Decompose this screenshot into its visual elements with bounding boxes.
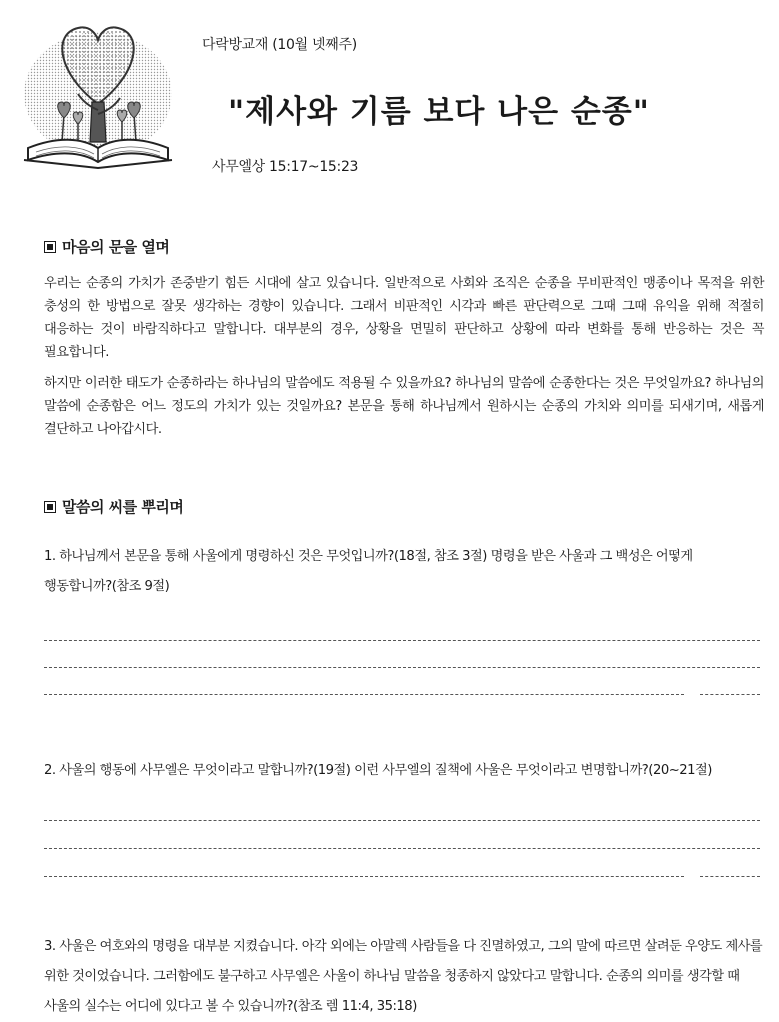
section-heading-opening: 마음의 문을 열며 bbox=[44, 236, 169, 257]
answer-line[interactable] bbox=[44, 820, 760, 821]
filled-square-icon bbox=[44, 501, 56, 513]
opening-paragraph-2: 하지만 이러한 태도가 순종하라는 하나님의 말씀에도 적용될 수 있을까요? 하나님의 말씀에 순종한다는 것은 무엇일까요? 하나님의 말씀에 순종함은 어느 정도의 가치가 있는 것일까요? 본문을 통해 하나님께서 원하시는 순종의 가치와 의미를 되새기며, 새롭게 결단하고 나아갑시다. bbox=[44, 376, 764, 437]
answer-line[interactable] bbox=[44, 667, 760, 668]
question-1: 1. 하나님께서 본문을 통해 사울에게 명령하신 것은 무엇입니까?(18절, 참조 3절) 명령을 받은 사울과 그 백성은 어떻게 행동합니까?(참조 9절) bbox=[44, 549, 693, 594]
scripture-reference: 사무엘상 15:17~15:23 bbox=[212, 159, 359, 175]
answer-line[interactable] bbox=[44, 848, 760, 849]
question-3: 3. 사울은 여호와의 명령을 대부분 지켰습니다. 아각 외에는 아말렉 사람들을 다 진멸하였고, 그의 말에 따르면 살려둔 우양도 제사를 위한 것이었습니다. 그러함에도 불구하고 사무엘은 사울이 하나님 말씀을 청종하지 않았다고 말합니다. 순종의 의미를 생각할 때 사울의 실수는 어디에 있다고 볼 수 있습니까?(참조 렘 11:4, 35:18) bbox=[44, 939, 763, 1014]
section-heading-word: 말씀의 씨를 뿌리며 bbox=[44, 496, 183, 517]
question-2: 2. 사울의 행동에 사무엘은 무엇이라고 말합니까?(19절) 이런 사무엘의 질책에 사울은 무엇이라고 변명합니까?(20~21절) bbox=[44, 763, 712, 778]
answer-line[interactable] bbox=[44, 876, 684, 877]
answer-line[interactable] bbox=[700, 876, 760, 877]
edition-label: 다락방교재 (10월 넷째주) bbox=[202, 37, 357, 53]
answer-line[interactable] bbox=[700, 694, 760, 695]
heart-tree-book-logo bbox=[18, 14, 178, 174]
filled-square-icon bbox=[44, 241, 56, 253]
answer-line[interactable] bbox=[44, 640, 760, 641]
answer-line[interactable] bbox=[44, 694, 684, 695]
opening-paragraph-1: 우리는 순종의 가치가 존중받기 힘든 시대에 살고 있습니다. 일반적으로 사회와 조직은 순종을 무비판적인 맹종이나 목적을 위한 충성의 한 방법으로 잘못 생각하는 경향이 있습니다. 그래서 비판적인 시각과 빠른 판단력으로 그때 그때 유익을 위해 적절히 대응하는 것이 바람직하다고 말합니다. 대부분의 경우, 상황을 면밀히 판단하고 상황에 따라 변화를 통해 반응하는 것은 꼭 필요합니다. bbox=[44, 276, 764, 360]
page-title: "제사와 기름 보다 나은 순종" bbox=[228, 94, 650, 130]
